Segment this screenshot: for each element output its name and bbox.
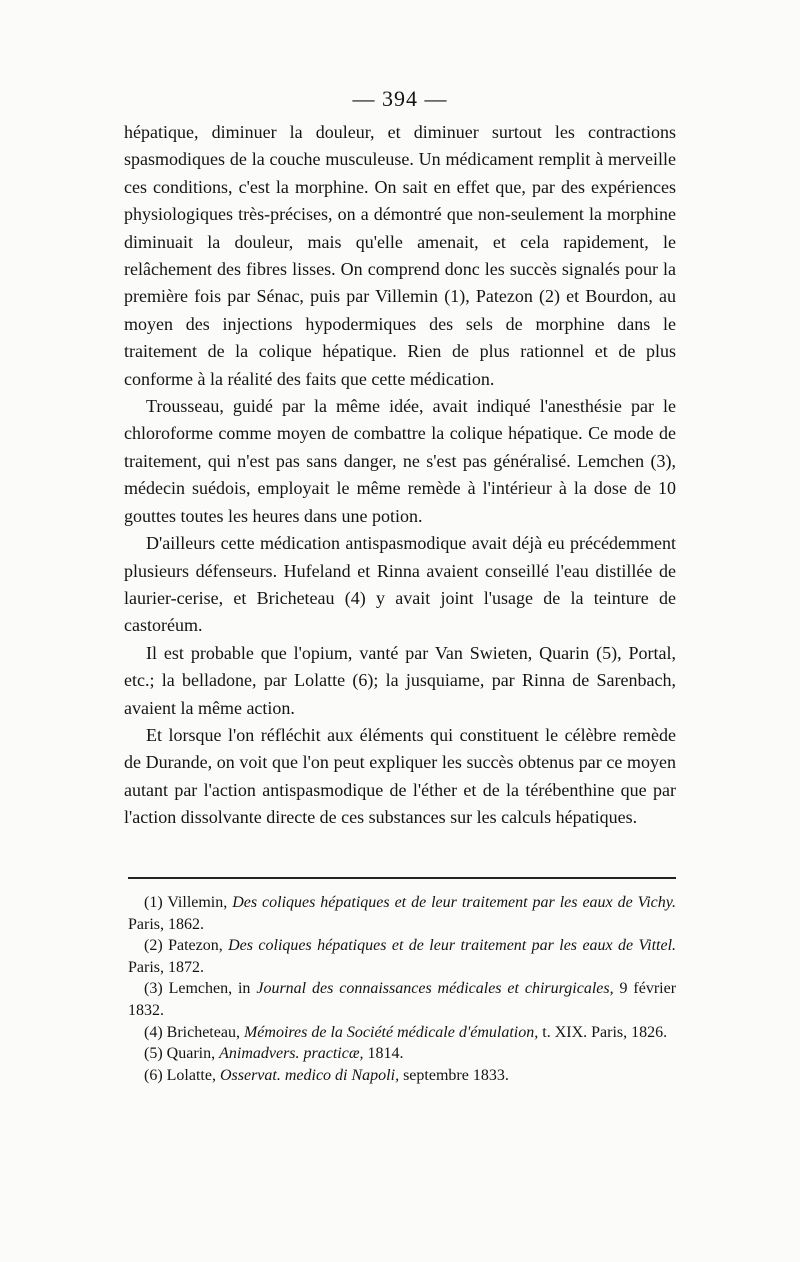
- footnote-title: Des coliques hépatiques et de leur traitement par les eaux de Vittel.: [228, 937, 677, 955]
- footnote-author: Lolatte,: [166, 1066, 216, 1084]
- footnote-number: (3): [144, 980, 163, 998]
- paragraph: Trousseau, guidé par la même idée, avait indiqué l'anesthésie par le chloroforme comme moyen de combattre la colique hépatique. Ce mode de traitement, qui n'est pas sans danger, ne s'est pas généralisé. Lemchen (3), médecin suédois, employait le même remède à l'intérieur à la dose de 10 gouttes toutes les heures dans une potion.: [124, 396, 676, 526]
- footnote-title: Animadvers. practicæ,: [219, 1045, 364, 1063]
- footnote-title: Des coliques hépatiques et de leur traitement par les eaux de Vichy.: [232, 894, 677, 911]
- footnote-number: (2): [144, 937, 163, 955]
- footnote: [128, 892, 676, 935]
- paragraph: Et lorsque l'on réfléchit aux éléments qui constituent le célèbre remède de Durande, on voit que l'on peut expliquer les succès obtenus par ce moyen autant par l'action antispasmodique de l'éther et de la térébenthine que par l'action dissolvante directe de ces substances sur les calculs hépatiques.: [124, 724, 676, 828]
- footnote-author: Lemchen, in: [168, 980, 251, 998]
- paragraph: Il est probable que l'opium, vanté par Van Swieten, Quarin (5), Portal, etc.; la belladone, par Lolatte (6); la jusquiame, par Rinna de Sarenbach, avaient la même action.: [124, 642, 676, 718]
- footnote-rest: septembre 1833.: [403, 1066, 509, 1084]
- footnote-rest: Paris, 1872.: [128, 958, 204, 976]
- footnote-title: Osservat. medico di Napoli,: [219, 1066, 400, 1084]
- footnote-author: Bricheteau,: [166, 1023, 240, 1041]
- footnote-rest: Paris, 1862.: [128, 915, 204, 933]
- paragraph: D'ailleurs cette médication antispasmodique avait déjà eu précédemment plusieurs défenseurs. Hufeland et Rinna avaient conseillé l'eau distillée de laurier-cerise, et Bricheteau (4) y avait joint l'usage de la teinture de castoréum.: [124, 533, 676, 636]
- paragraph: hépatique, diminuer la douleur, et diminuer surtout les contractions spasmodiques de la couche musculeuse. Un médicament remplit à merveille ces conditions, c'est la morphine. On sait en effet que, par des expériences physiologiques très-précises, on a démontré que non-seulement la morphine diminuait la douleur, mais qu'elle amenait, et cela rapidement, le relâchement des fibres lisses. On comprend donc les succès signalés pour la première fois par Sénac, puis par Villemin (1), Patezon (2) et Bourdon, au moyen des injections hypodermiques des sels de morphine dans le traitement de la colique hépatique. Rien de plus rationnel et de plus conforme à la réalité des faits que cette médication.: [124, 122, 676, 389]
- footnotes: [128, 892, 676, 1086]
- footnote: [128, 1022, 676, 1044]
- footnote-title: Mémoires de la Société médicale d'émulation,: [243, 1023, 539, 1041]
- footnote: [128, 978, 676, 1021]
- footnote-number: (6): [144, 1066, 163, 1084]
- page-number: — 394 —: [352, 86, 448, 111]
- footnote-rest: 9 février 1832.: [128, 980, 677, 1019]
- footnote-divider: [128, 877, 676, 879]
- footnote-number: (1): [144, 894, 163, 911]
- footnote-title: Journal des connaissances médicales et chirurgicales,: [256, 980, 614, 998]
- footnote-rest: t. XIX. Paris, 1826.: [542, 1023, 668, 1041]
- footnote-author: Villemin,: [167, 894, 228, 911]
- footnote-author: Patezon,: [168, 937, 223, 955]
- footnote-rest: 1814.: [367, 1045, 404, 1063]
- body-text: [124, 119, 676, 832]
- footnote-number: (4): [144, 1023, 163, 1041]
- footnote: [128, 1043, 676, 1065]
- footnote-author: Quarin,: [166, 1045, 216, 1063]
- footnote: [128, 1065, 676, 1087]
- footnote: [128, 935, 676, 978]
- footnote-number: (5): [144, 1045, 163, 1063]
